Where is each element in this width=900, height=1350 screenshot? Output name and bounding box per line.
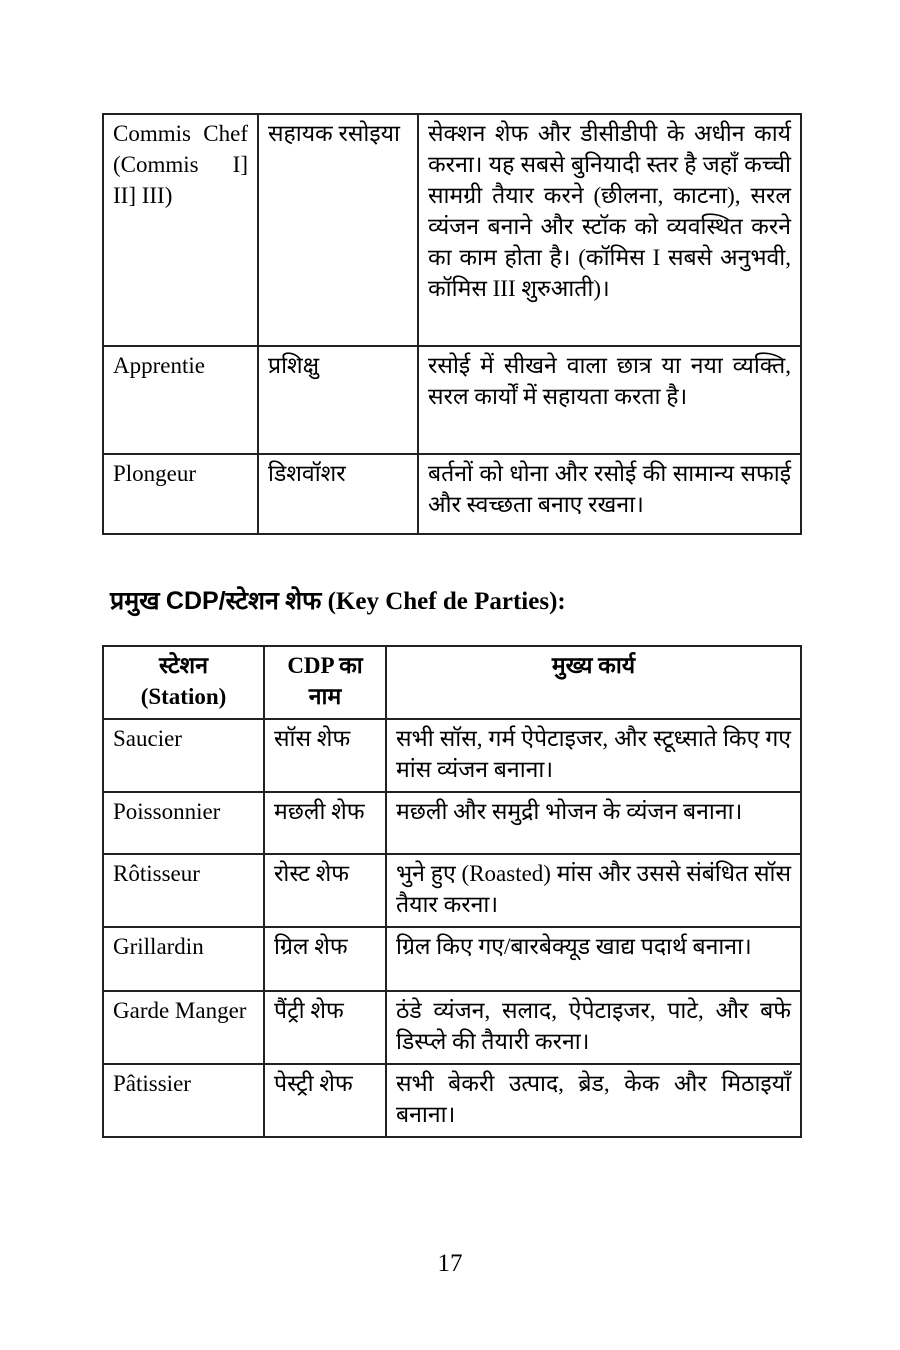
table-header-row xyxy=(103,646,801,719)
station-header-cell xyxy=(103,646,264,719)
station-header-english: (Station) xyxy=(140,684,227,709)
work-cell: भुने हुए (Roasted) मांस और उससे संबंधित सॉस तैयार करना। xyxy=(386,854,801,927)
heading-hindi-mid: स्टेशन शेफ xyxy=(225,588,328,615)
heading-acronym: CDP/ xyxy=(165,587,226,615)
station-header-hindi: स्टेशन xyxy=(159,653,208,678)
hindi-name-cell: सहायक रसोइया xyxy=(258,114,418,346)
station-cell: Poissonnier xyxy=(103,792,264,854)
cdp-name-cell: ग्रिल शेफ xyxy=(264,927,386,991)
hindi-name-cell: प्रशिक्षु xyxy=(258,346,418,454)
role-title-cell: Apprentie xyxy=(103,346,258,454)
duties-cell: बर्तनों को धोना और रसोई की सामान्य सफाई और स्वच्छता बनाए रखना। xyxy=(418,454,801,534)
table-row xyxy=(103,792,801,854)
page-number: 17 xyxy=(437,1250,463,1277)
section-heading xyxy=(110,585,800,645)
station-cell: Grillardin xyxy=(103,927,264,991)
table-row xyxy=(103,927,801,991)
cdp-name-cell: मछली शेफ xyxy=(264,792,386,854)
station-cell: Pâtissier xyxy=(103,1064,264,1137)
table-row xyxy=(103,454,801,534)
duties-cell: रसोई में सीखने वाला छात्र या नया व्यक्ति, सरल कार्यों में सहायता करता है। xyxy=(418,346,801,454)
role-title-cell: Plongeur xyxy=(103,454,258,534)
work-cell: ग्रिल किए गए/बारबेक्यूड खाद्य पदार्थ बनाना। xyxy=(386,927,801,991)
heading-english-suffix: (Key Chef de Parties): xyxy=(327,588,566,615)
work-cell: ठंडे व्यंजन, सलाद, ऐपेटाइजर, पाटे, और बफे डिस्प्ले की तैयारी करना। xyxy=(386,991,801,1064)
cdp-name-cell: पैंट्री शेफ xyxy=(264,991,386,1064)
main-work-header-cell: मुख्य कार्य xyxy=(386,646,801,719)
kitchen-hierarchy-table xyxy=(102,113,802,535)
role-title-cell: Commis Chef (Commis I] II] III) xyxy=(103,114,258,346)
table-row xyxy=(103,719,801,792)
page-content xyxy=(102,113,800,1138)
table-row xyxy=(103,346,801,454)
table-row xyxy=(103,991,801,1064)
table-row xyxy=(103,854,801,927)
table-row xyxy=(103,1064,801,1137)
work-cell: सभी सॉस, गर्म ऐपेटाइजर, और स्टूध्साते किए गए मांस व्यंजन बनाना। xyxy=(386,719,801,792)
work-cell: सभी बेकरी उत्पाद, ब्रेड, केक और मिठाइयाँ बनाना। xyxy=(386,1064,801,1137)
hindi-name-cell: डिशवॉशर xyxy=(258,454,418,534)
cdp-name-cell: रोस्ट शेफ xyxy=(264,854,386,927)
station-cell: Saucier xyxy=(103,719,264,792)
heading-hindi-prefix: प्रमुख xyxy=(110,588,166,615)
cdp-name-cell: पेस्ट्री शेफ xyxy=(264,1064,386,1137)
table-row xyxy=(103,114,801,346)
station-cell: Garde Manger xyxy=(103,991,264,1064)
work-cell: मछली और समुद्री भोजन के व्यंजन बनाना। xyxy=(386,792,801,854)
station-cell: Rôtisseur xyxy=(103,854,264,927)
cdp-name-header-cell: CDP का नाम xyxy=(264,646,386,719)
duties-cell: सेक्शन शेफ और डीसीडीपी के अधीन कार्य करना। यह सबसे बुनियादी स्तर है जहाँ कच्ची सामग्री तैयार करने (छीलना, काटना), सरल व्यंजन बनाने और स्टॉक को व्यवस्थित करने का काम होता है। (कॉमिस I सबसे अनुभवी, कॉमिस III शुरुआती)। xyxy=(418,114,801,346)
cdp-stations-table xyxy=(102,645,802,1138)
cdp-name-cell: सॉस शेफ xyxy=(264,719,386,792)
